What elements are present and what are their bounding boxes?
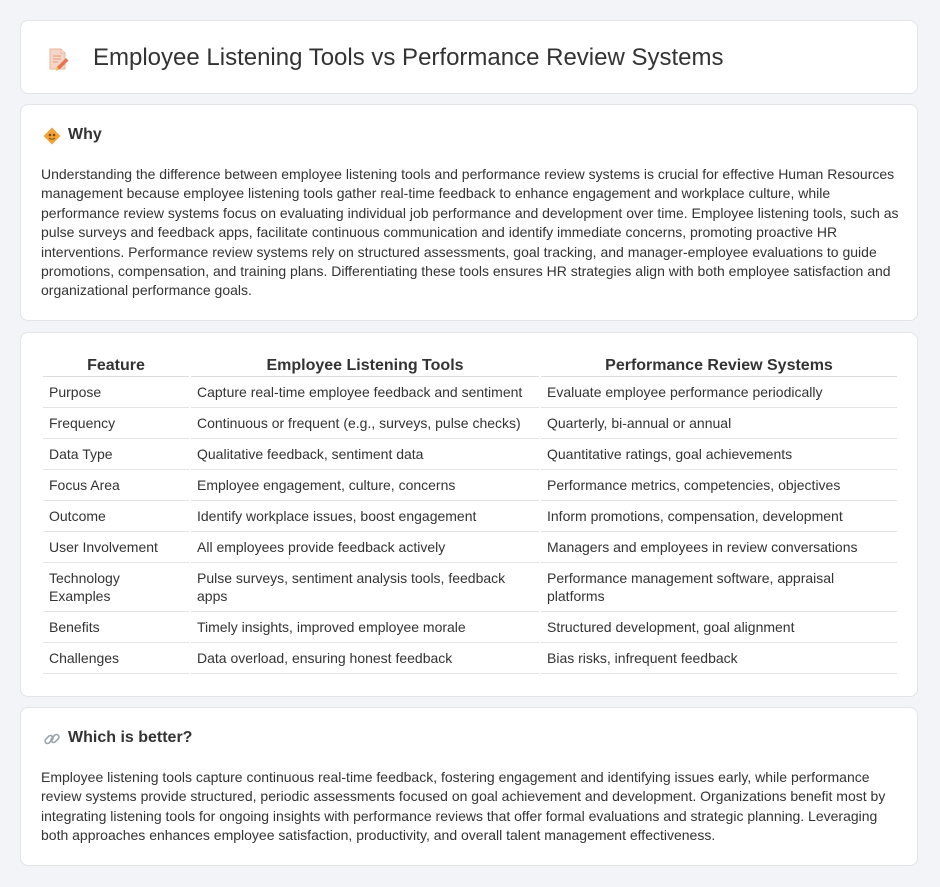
header-review-systems: Performance Review Systems (541, 355, 897, 377)
table-row (43, 377, 897, 408)
listening-tools-cell: All employees provide feedback actively (191, 532, 539, 563)
feature-cell: User Involvement (43, 532, 189, 563)
feature-cell: Data Type (43, 439, 189, 470)
review-systems-cell: Performance management software, appraisal platforms (541, 563, 897, 612)
header-listening-tools: Employee Listening Tools (191, 355, 539, 377)
feature-cell: Frequency (43, 408, 189, 439)
table-row (43, 532, 897, 563)
feature-cell: Outcome (43, 501, 189, 532)
feature-cell: Focus Area (43, 470, 189, 501)
feature-cell: Benefits (43, 612, 189, 643)
table-row (43, 563, 897, 612)
review-systems-cell: Bias risks, infrequent feedback (541, 643, 897, 674)
document-pencil-icon (47, 47, 69, 71)
link-icon (43, 730, 61, 748)
header-feature: Feature (43, 355, 189, 377)
table-header-row (43, 355, 897, 377)
why-heading-label: Why (68, 126, 102, 143)
listening-tools-cell: Employee engagement, culture, concerns (191, 470, 539, 501)
why-paragraph: Understanding the difference between employee listening tools and performance review systems is crucial for effective Human Resources management because employee listening tools gather real-time feedback to enhance engagement and workplace culture, while performance review systems focus on evaluating individual job performance and development over time. Employee listening tools, such as pulse surveys and feedback apps, facilitate continuous communication and identify immediate concerns, promoting proactive HR interventions. Performance review systems rely on structured assessments, goal tracking, and manager-employee evaluations to guide promotions, compensation, and training plans. Differentiating these tools ensures HR strategies align with both employee satisfaction and organizational performance goals. (41, 166, 899, 299)
review-systems-cell: Structured development, goal alignment (541, 612, 897, 643)
why-section (20, 104, 918, 321)
page-title: Employee Listening Tools vs Performance Review Systems (93, 44, 724, 71)
title-card (20, 20, 918, 94)
listening-tools-cell: Continuous or frequent (e.g., surveys, pulse checks) (191, 408, 539, 439)
feature-cell: Purpose (43, 377, 189, 408)
listening-tools-cell: Identify workplace issues, boost engagement (191, 501, 539, 532)
review-systems-cell: Performance metrics, competencies, objectives (541, 470, 897, 501)
listening-tools-cell: Capture real-time employee feedback and sentiment (191, 377, 539, 408)
listening-tools-cell: Pulse surveys, sentiment analysis tools, feedback apps (191, 563, 539, 612)
listening-tools-cell: Timely insights, improved employee morale (191, 612, 539, 643)
better-paragraph: Employee listening tools capture continuous real-time feedback, fostering engagement and identifying issues early, while performance review systems provide structured, periodic assessments focused on goal achievement and development. Organizations benefit most by integrating listening tools for ongoing insights with performance reviews that offer formal evaluations and strategic planning. Leveraging both approaches enhances employee satisfaction, productivity, and overall talent management effectiveness. (41, 769, 886, 844)
listening-tools-cell: Qualitative feedback, sentiment data (191, 439, 539, 470)
feature-cell: Challenges (43, 643, 189, 674)
table-row (43, 612, 897, 643)
review-systems-cell: Quarterly, bi-annual or annual (541, 408, 897, 439)
table-row (43, 470, 897, 501)
table-row (43, 501, 897, 532)
table-row (43, 408, 897, 439)
comparison-section (20, 332, 918, 697)
comparison-table (41, 355, 899, 674)
review-systems-cell: Managers and employees in review conversations (541, 532, 897, 563)
review-systems-cell: Inform promotions, compensation, development (541, 501, 897, 532)
better-heading-label: Which is better? (68, 729, 193, 746)
diamond-hand-icon (43, 127, 61, 145)
listening-tools-cell: Data overload, ensuring honest feedback (191, 643, 539, 674)
table-row (43, 439, 897, 470)
review-systems-cell: Quantitative ratings, goal achievements (541, 439, 897, 470)
review-systems-cell: Evaluate employee performance periodically (541, 377, 897, 408)
which-better-section (20, 707, 918, 866)
feature-cell: Technology Examples (43, 563, 189, 612)
table-row (43, 643, 897, 674)
